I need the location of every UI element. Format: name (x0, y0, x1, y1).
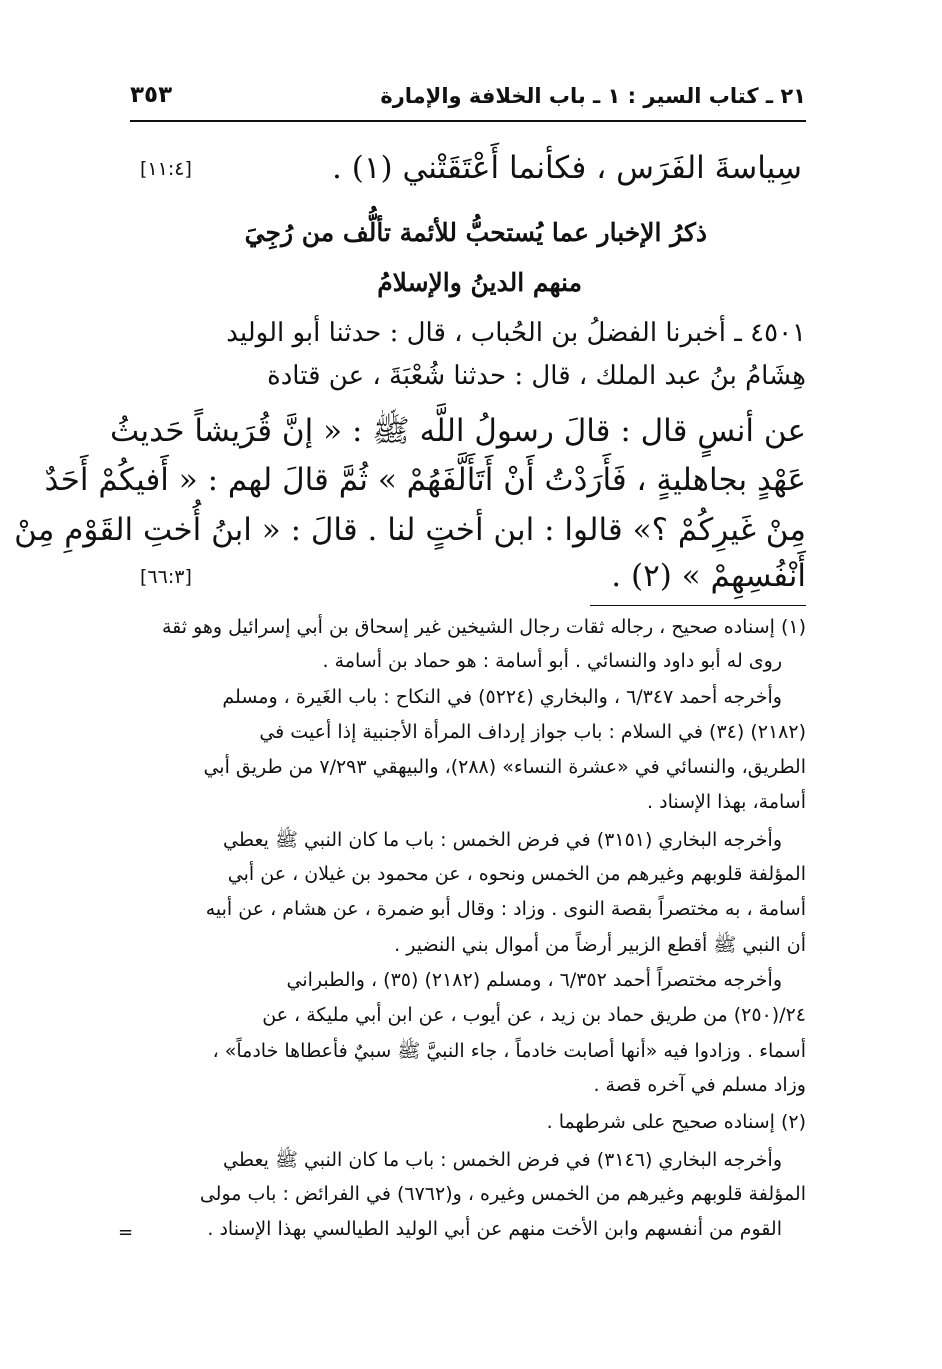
footnote-line: (٢١٨٢) (٣٤) في السلام : باب جواز إرداف المرأة الأجنبية إذا أعيت في (259, 721, 806, 743)
chapter-heading-line-1: ذكرُ الإخبار عما يُستحبُّ للأئمة تألُّف من رُجِيَ (244, 218, 707, 247)
footnote-line: المؤلفة قلوبهم وغيرهم من الخمس ونحوه ، عن محمود بن غيلان ، عن أبي (227, 863, 806, 885)
chapter-heading-line-2: منهم الدينُ والإسلامُ (377, 268, 582, 297)
top-text-line: سِياسةَ الفَرَس ، فكأنما أَعْتَقَتْني (١) . (332, 150, 802, 186)
matn-line-3: مِنْ غَيرِكُمْ ؟» قالوا : ابن أختٍ لنا . قالَ : « ابنُ أُختِ القَوْمِ مِنْ (14, 512, 806, 548)
page-header (130, 78, 806, 122)
matn-line-1: عن أنسٍ قال : قالَ رسولُ اللَّه ﷺ : « إنَّ قُرَيشاً حَديثُ (110, 413, 806, 449)
footnote-separator (590, 605, 806, 606)
footnote-line: وأخرجه البخاري (٣١٥١) في فرض الخمس : باب ما كان النبي ﷺ يعطي (223, 829, 782, 851)
footnote-line: (٢) إسناده صحيح على شرطهما . (546, 1111, 806, 1133)
footnote-line: وأخرجه البخاري (٣١٤٦) في فرض الخمس : باب ما كان النبي ﷺ يعطي (223, 1149, 782, 1171)
footnote-line: وأخرجه مختصراً أحمد ٦/٣٥٢ ، ومسلم (٢١٨٢) (٣٥) ، والطبراني (286, 969, 782, 991)
isnad-line-2: هِشَامُ بنُ عبد الملك ، قال : حدثنا شُعْبَةَ ، عن قتادة (267, 361, 806, 391)
running-title: ٢١ ـ كتاب السير : ١ ـ باب الخلافة والإمارة (380, 84, 806, 108)
hadith-reference: [٦٦:٣] (140, 566, 192, 588)
matn-line-4: أَنْفُسِهِمْ » (٢) . (611, 558, 806, 594)
footnote-line: أن النبي ﷺ أقطع الزبير أرضاً من أموال بني النضير . (394, 934, 806, 956)
matn-line-2: عَهْدٍ بجاهليةٍ ، فَأَرَدْتُ أَنْ أَتَأَلَّفَهُمْ » ثُمَّ قالَ لهم : « أَفيكُمْ أَحَدٌ (44, 462, 806, 498)
footnote-line: المؤلفة قلوبهم وغيرهم من الخمس وغيره ، و(٦٧٦٢) في الفرائض : باب مولى (199, 1183, 806, 1205)
footnote-line: ٢٤/(٢٥٠) من طريق حماد بن زيد ، عن أيوب ، عن ابن أبي مليكة ، عن (262, 1004, 806, 1026)
footnote-line: الطريق، والنسائي في «عشرة النساء» (٢٨٨)، والبيهقي ٧/٢٩٣ من طريق أبي (203, 756, 806, 778)
continuation-mark: = (118, 1222, 134, 1243)
footnote-line: روى له أبو داود والنسائي . أبو أسامة : هو حماد بن أسامة . (322, 650, 782, 672)
footnote-line: وأخرجه أحمد ٦/٣٤٧ ، والبخاري (٥٢٢٤) في النكاح : باب الغَيرة ، ومسلم (222, 686, 782, 708)
isnad-line-1: ٤٥٠١ ـ أخبرنا الفضلُ بن الحُباب ، قال : حدثنا أبو الوليد (226, 318, 806, 348)
footnote-line: القوم من أنفسهم وابن الأخت منهم عن أبي الوليد الطيالسي بهذا الإسناد . (207, 1218, 782, 1240)
footnote-line: (١) إسناده صحيح ، رجاله ثقات رجال الشيخين غير إسحاق بن أبي إسرائيل وهو ثقة (161, 616, 806, 638)
page-number: ٣٥٣ (130, 82, 173, 108)
footnote-line: أسامة، بهذا الإسناد . (647, 791, 806, 813)
footnote-line: أسماء . وزادوا فيه «أنها أصابت خادماً ، جاء النبيَّ ﷺ سبيٌ فأعطاها خادماً» ، (212, 1040, 806, 1062)
footnote-line: أسامة ، به مختصراً بقصة النوى . وزاد : وقال أبو ضمرة ، عن هشام ، عن أبيه (205, 898, 806, 920)
footnote-line: وزاد مسلم في آخره قصة . (593, 1074, 806, 1096)
header-rule (130, 120, 806, 122)
top-reference: [١١:٤] (140, 158, 192, 180)
